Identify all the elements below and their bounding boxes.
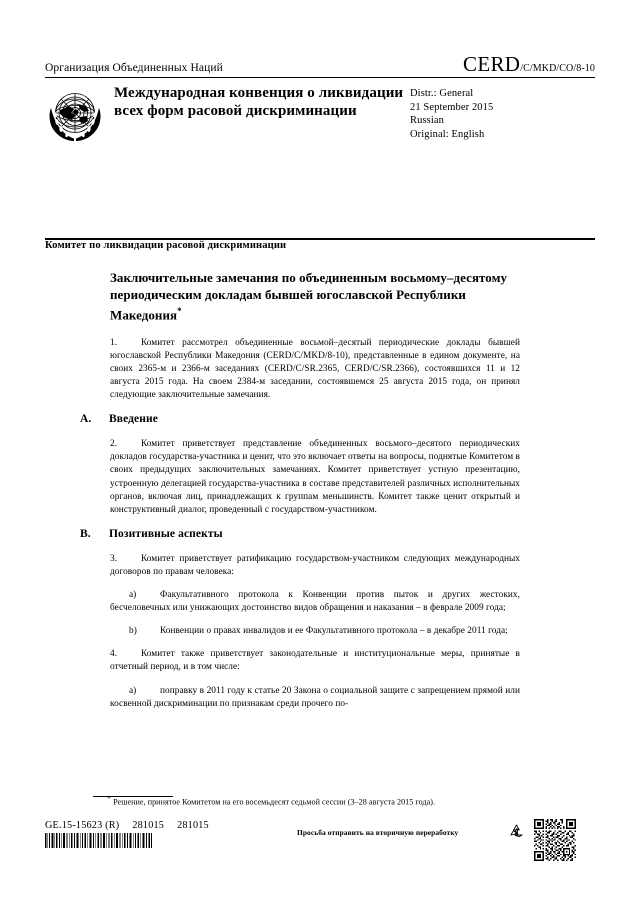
- paragraph-number: 3.: [110, 553, 118, 564]
- recycle-icon: [508, 823, 525, 839]
- document-body: [80, 270, 520, 721]
- section-title: Введение: [109, 413, 158, 426]
- paragraph: [110, 337, 520, 402]
- masthead-divider: [45, 77, 595, 78]
- footnote-text: Решение, принятое Комитетом на его восемьдесят седьмой сессии (3–28 августа 2015 года).: [113, 797, 436, 807]
- subparagraph-text: Конвенции о правах инвалидов и ее Факультативного протокола – в декабре 2011 года;: [160, 626, 508, 637]
- subparagraph: [110, 685, 520, 711]
- qr-code: [534, 819, 576, 861]
- section-letter: A.: [80, 413, 92, 426]
- document-symbol-suffix: /C/MKD/CO/8-10: [520, 63, 595, 74]
- date-code-2: 281015: [177, 820, 209, 831]
- section-heading-a: [80, 412, 520, 427]
- paragraph: [110, 553, 520, 579]
- job-number-code: GE.15-15623 (R): [45, 820, 120, 831]
- job-number: [45, 820, 209, 831]
- paragraph: [110, 438, 520, 517]
- document-original-language: Original: English: [410, 128, 485, 140]
- masthead: [45, 52, 595, 145]
- page-title-asterisk: *: [177, 306, 182, 316]
- date-code-1: 281015: [132, 820, 165, 831]
- recycle-notice: Просьба отправить на вторичную переработку: [297, 828, 459, 837]
- page-title-text: Заключительные замечания по объединенным восьмому–десятому периодическим докладам бывшей югославской Республики Македония: [110, 270, 508, 323]
- subparagraph-marker: a): [129, 590, 137, 601]
- subparagraph: [110, 625, 520, 638]
- section-letter: B.: [80, 527, 91, 540]
- paragraph: [110, 648, 520, 674]
- paragraph-number: 2.: [110, 439, 118, 450]
- distribution-block: [410, 85, 493, 141]
- un-emblem: [45, 87, 105, 145]
- paragraph-number: 1.: [110, 337, 118, 348]
- subparagraph-marker: b): [129, 626, 137, 637]
- convention-row: [45, 85, 595, 145]
- paragraph-number: 4.: [110, 649, 118, 660]
- subparagraph-marker: a): [129, 685, 137, 696]
- section-title: Позитивные аспекты: [109, 527, 223, 540]
- barcode: [45, 833, 152, 848]
- organization-row: [45, 52, 595, 76]
- section-heading-b: [80, 527, 520, 542]
- organization-name: Организация Объединенных Наций: [45, 62, 223, 74]
- distribution-line: Distr.: General: [410, 88, 474, 99]
- paragraph-text: Комитет приветствует представление объединенных восьмого–десятого периодических докладов государства-участника и ценит, что это включает ответы на вопросы, поднятые Комитетом в своих предыдущих заключительных замечаниях. Комитет приветствует устную презентацию, устроенную делегацией государства-участника в составе представителей различных исполнительных органов, включая лиц, принадлежащих к группам меньшинств. Комитет также ценит открытый и конструктивный диалог, проведенный с государством-участником.: [110, 439, 520, 515]
- convention-title: Международная конвенция о ликвидации всех форм расовой дискриминации: [114, 85, 404, 119]
- document-symbol-main: CERD: [463, 52, 521, 76]
- document-date: 21 September 2015: [410, 101, 494, 113]
- subparagraph-text: поправку в 2011 году к статье 20 Закона о социальной защите с запрещением прямой или косвенной дискриминации по признакам среди прочего по-: [110, 685, 520, 709]
- document-symbol: [463, 54, 595, 75]
- document-language: Russian: [410, 115, 444, 126]
- footnote-marker: *: [107, 794, 112, 803]
- paragraph-text: Комитет рассмотрел объединенные восьмой–десятый периодические доклады бывшей югославской Республики Македония (CERD/C/MKD/8-10), представленные в едином документе, на своих 2365-м и 2366-м заседаниях (CERD/C/SR.2365, CERD/C/SR.2366), состоявшихся 11 и 12 августа 2015 года. На своем 2384-м заседании, состоявшемся 25 августа 2015 года, он принял следующие заключительные замечания.: [110, 337, 520, 401]
- footnote: [107, 793, 537, 808]
- committee-name: Комитет по ликвидации расовой дискриминации: [45, 240, 287, 251]
- page-title: [110, 270, 520, 324]
- paragraph-text: Комитет приветствует ратификацию государством-участником следующих международных договоров по правам человека:: [110, 553, 520, 577]
- paragraph-text: Комитет также приветствует законодательные и институциональные меры, принятые в отчетный период, и в том числе:: [110, 649, 520, 673]
- subparagraph-text: Факультативного протокола к Конвенции против пыток и других жестоких, бесчеловечных или унижающих достоинство видов обращения и наказания – в феврале 2009 года;: [110, 590, 520, 614]
- subparagraph: [110, 589, 520, 615]
